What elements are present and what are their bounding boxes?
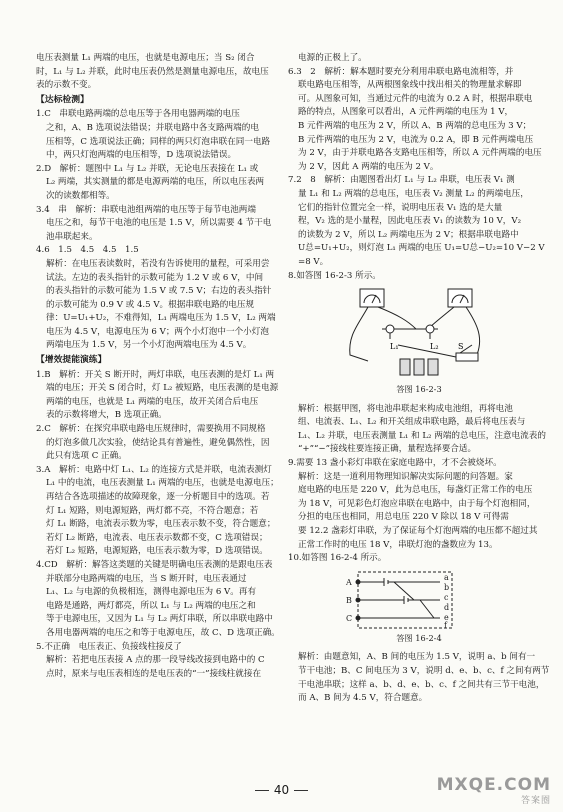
answer-line: L₂ 两端，其实测量的都是电源两端的电压，所以电压表两 bbox=[46, 177, 265, 188]
left-column bbox=[36, 52, 298, 681]
answer-line: 为 2 V，因此 A 两端的电压为 2 V。 bbox=[298, 161, 439, 172]
answer-line: 并联部分电路两端的电压，当 S 断开时，电压表通过 bbox=[46, 573, 247, 584]
answer-line: 联电路电压相等，从两根图象线中找出相关的物理量求解即 bbox=[298, 80, 522, 91]
answer-line: 正常工作时的电压 18 V，串联灯泡的盏数应为 13。 bbox=[298, 539, 498, 550]
answer-line: 解析：由题意知，A、B 间的电压为 1.5 V，说明 a、b 间有一 bbox=[298, 652, 536, 663]
answer-line: 3.A 解析：电路中灯 L₁、L₂ 的连接方式是并联，电流表测灯 bbox=[36, 464, 272, 475]
answer-line: 7.2 8 解析：由题图看出灯 L₁ 与 L₂ 串联，电压表 V₁ 测 bbox=[288, 175, 515, 186]
intro-line: 时，L₁ 与 L₂ 并联，此时电压表仍然是测量电源电压，故电压 bbox=[36, 66, 269, 77]
footer-dash bbox=[294, 790, 308, 791]
answer-line: 等于电源电压，又因为 L₁ 与 L₂ 两灯串联，所以串联电路中 bbox=[46, 614, 273, 625]
circuit-figure-16-2-3 bbox=[338, 285, 498, 381]
answer-line: 为 2 V，由于并联电路各支路电压相等，所以 A 元件两端的电压 bbox=[298, 148, 542, 159]
answer-line: 路的特点，从图象可以看出，A 元件两端的电压为 1 V， bbox=[298, 107, 514, 118]
answer-line: 解析：在电压表读数时，若没有告诉使用的量程，可采用尝 bbox=[46, 258, 270, 269]
answer-line: 端的电压；开关 S 闭合时，灯 L₂ 被短路，电压表测的是电源 bbox=[46, 383, 279, 394]
section-heading: 【达标检测】 bbox=[36, 94, 89, 105]
answer-line: 电路是通路，两灯都亮，所以 L₁ 与 L₂ 两端的电压之和 bbox=[46, 600, 256, 611]
answer-line: 1.B 解析：开关 S 断开时，两灯串联，电压表测的是灯 L₁ 两 bbox=[36, 369, 275, 380]
answer-line: 程，V₂ 选的是小量程，因此电压表 V₁ 的读数为 10 V，V₂ bbox=[298, 216, 522, 227]
answer-line: 压相等，C 选项说法正确；同样的两只灯泡串联在同一电路 bbox=[46, 136, 271, 147]
right-column bbox=[288, 52, 550, 706]
intro-line: 电压表测量 L₁ 两端的电压，也就是电源电压；当 S₂ 闭合 bbox=[36, 53, 255, 63]
page-number: 40 bbox=[273, 783, 290, 797]
answer-line: =8 V。 bbox=[298, 256, 329, 267]
figure-caption: 答图 16-2-3 bbox=[396, 384, 442, 395]
answer-line: 中，两只灯泡两端的电压相等，D 选项说法错误。 bbox=[46, 150, 237, 161]
answer-line: 6.3 2 解析：解本题时要充分利用串联电路电流相等，并 bbox=[288, 66, 514, 77]
answer-line: 2.C 解析：在探究串联电路电压规律时，需要换用不同规格 bbox=[36, 424, 266, 435]
answer-line: B 元件两端的电压为 2 V，电流为 0.2 A，即 B 元件两端电压 bbox=[298, 134, 534, 145]
answer-line: 9.需要 13 盏小彩灯串联在家庭电路中，才不会被烧坏。 bbox=[288, 458, 502, 469]
node-label: f bbox=[444, 620, 447, 630]
answer-line: 解析：根据甲图，将电池串联起来构成电池组，再将电池 bbox=[298, 403, 513, 414]
watermark-logo bbox=[437, 775, 551, 806]
answer-line: 要 12.2 盏彩灯串联，为了保证每个灯泡两端的电压都不超过其 bbox=[298, 526, 538, 537]
answer-line: 解析：这是一道利用物理知识解决实际问题的问答题。家 bbox=[298, 471, 513, 482]
answer-line: 各用电器两端的电压之和等于电源电压，故 C、D 选项正确。 bbox=[46, 627, 280, 638]
answer-line: 两端电压为 1.5 V，另一个小灯泡两端电压为 4.5 V。 bbox=[46, 340, 252, 351]
answer-line: L₁ 中的电流，电压表测量 L₁ 两端的电压，也就是电源电压； bbox=[46, 478, 279, 489]
watermark-subtext: 答案圈 bbox=[520, 796, 551, 806]
circuit-figure-16-2-4 bbox=[344, 570, 464, 630]
answer-line: 干电池串联；这样 a、b、d、e、b、c、f 之间共有三节干电池， bbox=[298, 679, 545, 690]
answer-line: 3.4 串 解析：串联电池组两端的电压等于每节电池两端 bbox=[36, 204, 256, 215]
terminal-label: C bbox=[346, 613, 353, 623]
node-label: e bbox=[444, 612, 449, 622]
box-circuit-drawing bbox=[344, 570, 464, 630]
footer-dash bbox=[255, 790, 269, 791]
node-label: d bbox=[444, 602, 450, 612]
answer-line: 量 L₁ 和 L₂ 两端的总电压，电压表 V₂ 测量 L₂ 的两端电压， bbox=[298, 188, 529, 199]
answer-line: 灯 L₁ 短路，则电源短路，两灯都不亮，不符合题意；若 bbox=[46, 505, 259, 516]
answer-line: 的灯泡多做几次实验，使结论具有普遍性，避免偶然性，因 bbox=[46, 437, 270, 448]
answer-line: 节干电池；B、C 间电压为 3 V，说明 d、e、b、c、f 之间有两节 bbox=[298, 666, 550, 676]
answer-line: 灯 L₁ 断路，电流表示数为零，电压表示数不变，符合题意； bbox=[46, 519, 276, 530]
answer-line: 之和，A、B 选项说法错误；并联电路中各支路两端的电 bbox=[46, 122, 259, 133]
answer-line: 它们的指针位置完全一样，说明电压表 V₁ 选的是大量 bbox=[298, 202, 503, 213]
answer-line: 的读数为 2 V，所以 L₂ 两端电压为 2 V；根据串联电路中 bbox=[298, 229, 519, 240]
answer-line: B 元件两端的电压为 2 V，所以 A、B 两端的总电压为 3 V； bbox=[298, 120, 532, 131]
node-label: a bbox=[444, 572, 449, 582]
intro-line: 表的示数不变。 bbox=[36, 80, 97, 91]
watermark-text: MXQE.COM bbox=[436, 775, 551, 795]
answer-line: 电压为 4.5 V，电源电压为 6 V；两个小灯泡中一个小灯泡 bbox=[46, 326, 269, 337]
bulb-label: L₁ bbox=[390, 342, 399, 352]
figure-caption: 答图 16-2-4 bbox=[396, 632, 442, 643]
answer-line: “+”“−”接线柱要连接正确，量程选择要合适。 bbox=[298, 444, 477, 455]
answer-line: 为 18 V，可见彩色灯泡应串联在电路中，由于每个灯泡相同， bbox=[298, 498, 536, 509]
answer-line: 分担的电压也相同，用总电压 220 V 除以 18 V 可得需 bbox=[298, 512, 509, 523]
answer-line: 若灯 L₂ 断路，电流表、电压表示数都不变，C 选项错误； bbox=[46, 532, 268, 543]
answer-line: 若灯 L₂ 短路，电源短路，电压表示数为零，D 选项错误。 bbox=[46, 546, 268, 557]
answer-line: 表的示数将增大，B 选项正确。 bbox=[46, 410, 167, 421]
answer-line: 可。从图象可知，当通过元件的电流为 0.2 A 时，根据串联电 bbox=[298, 93, 533, 104]
answer-line: 庭电路的电压是 220 V，此为总电压，每盏灯正常工作的电压 bbox=[298, 485, 533, 496]
answer-line: 10.如答图 16-2-4 所示。 bbox=[288, 553, 387, 564]
answer-line: 点时，原来与电压表相连的是电压表的“一”接线柱就接在 bbox=[46, 668, 262, 679]
answer-line: 的示数可能为 0.9 V 或 4.5 V。根据串联电路的电压规 bbox=[46, 299, 255, 310]
answer-line: 次的读数都相等。 bbox=[46, 190, 115, 201]
answer-line: U总=U₁+U₂，则灯泡 L₁ 两端的电压 U₁=U总−U₂=10 V−2 V bbox=[298, 243, 545, 254]
answer-line: 的表头指针的示数可能为 1.5 V 或 7.5 V；右边的表头指针 bbox=[46, 286, 272, 297]
answer-line: 电压之和，每节干电池的电压是 1.5 V，所以需要 4 节干电 bbox=[46, 218, 272, 229]
answer-line: 组、电流表、L₁、L₂ 和开关组成串联电路，最后将电压表与 bbox=[298, 417, 526, 428]
bulb-label: L₂ bbox=[430, 342, 439, 352]
answer-line: 2.D 解析：题图中 L₁ 与 L₂ 并联，无论电压表接在 L₁ 或 bbox=[36, 163, 259, 174]
answer-line: 解析：若把电压表接 A 点的那一段导线改接到电路中的 C bbox=[46, 655, 265, 666]
answer-line: 5.不正确 电压表正、负接线柱接反了 bbox=[36, 641, 182, 652]
answer-line: 4.CD 解析：解答这类题的关键是明确电压表测的是跟电压表 bbox=[36, 559, 273, 570]
switch-label: S bbox=[458, 342, 464, 352]
answer-line: 律：U=U₁+U₂，不难得知，L₁ 两端电压为 1.5 V，L₂ 两端 bbox=[46, 313, 276, 324]
answer-line: 试法。左边的表头指针的示数可能为 1.2 V 或 6 V，中间 bbox=[46, 272, 264, 283]
answer-line: 池串联起来。 bbox=[46, 231, 98, 242]
terminal-label: B bbox=[346, 595, 352, 605]
answer-line: 8.如答图 16-2-3 所示。 bbox=[288, 270, 381, 281]
answer-line: L₁、L₂ 并联，电压表测量 L₁ 和 L₂ 两端的总电压，注意电流表的 bbox=[298, 430, 546, 441]
answer-line: 此只有选项 C 正确。 bbox=[46, 451, 127, 462]
section-heading: 【增效提能演练】 bbox=[36, 355, 107, 366]
node-label: b bbox=[444, 582, 450, 592]
answer-line: 1.C 串联电路两端的总电压等于各用电器两端的电压 bbox=[36, 109, 240, 120]
answer-line: 而 A、B 间为 4.5 V，符合题意。 bbox=[298, 693, 428, 704]
answer-line: 电源的正极上了。 bbox=[298, 53, 367, 63]
answer-line: 两端的电压，也就是 L₁ 两端的电压，故开关闭合后电压 bbox=[46, 396, 259, 407]
answer-line: 再结合各选项描述的故障现象，逐一分析题目中的选项。若 bbox=[46, 492, 270, 502]
answer-line: L₁、L₂ 与电源的负极相连，测得电源电压为 6 V。再有 bbox=[46, 587, 257, 598]
node-label: c bbox=[444, 592, 449, 602]
circuit-drawing bbox=[338, 285, 498, 381]
answer-line: 4.6 1.5 4.5 4.5 1.5 bbox=[36, 245, 139, 256]
terminal-label: A bbox=[346, 577, 352, 587]
